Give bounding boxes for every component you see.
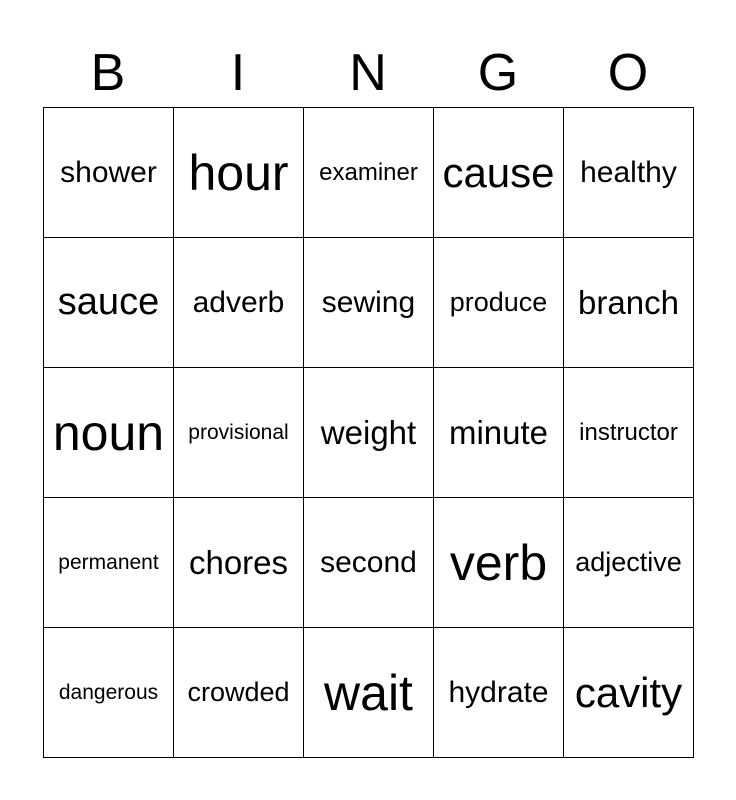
bingo-cell: noun xyxy=(44,368,174,498)
header-letter-o: O xyxy=(607,44,649,102)
header-letter-i: I xyxy=(230,44,246,102)
bingo-cell: chores xyxy=(174,498,304,628)
bingo-cell: adjective xyxy=(564,498,694,628)
bingo-cell: branch xyxy=(564,238,694,368)
bingo-cell: shower xyxy=(44,108,174,238)
bingo-cell: provisional xyxy=(174,368,304,498)
bingo-cell: sauce xyxy=(44,238,174,368)
bingo-cell: hydrate xyxy=(434,628,564,758)
header-letter-b: B xyxy=(90,44,126,102)
bingo-cell: verb xyxy=(434,498,564,628)
bingo-cell: weight xyxy=(304,368,434,498)
bingo-cell: examiner xyxy=(304,108,434,238)
bingo-cell: adverb xyxy=(174,238,304,368)
bingo-grid xyxy=(43,107,694,758)
bingo-cell: crowded xyxy=(174,628,304,758)
header-letter-g: G xyxy=(477,44,519,102)
bingo-cell: hour xyxy=(174,108,304,238)
bingo-cell: cavity xyxy=(564,628,694,758)
bingo-cell: minute xyxy=(434,368,564,498)
bingo-cell: instructor xyxy=(564,368,694,498)
bingo-cell: permanent xyxy=(44,498,174,628)
bingo-header xyxy=(43,40,693,106)
bingo-cell: wait xyxy=(304,628,434,758)
bingo-cell: cause xyxy=(434,108,564,238)
bingo-cell: second xyxy=(304,498,434,628)
header-letter-n: N xyxy=(349,44,387,102)
bingo-cell: healthy xyxy=(564,108,694,238)
bingo-cell: sewing xyxy=(304,238,434,368)
bingo-cell: dangerous xyxy=(44,628,174,758)
bingo-cell: produce xyxy=(434,238,564,368)
